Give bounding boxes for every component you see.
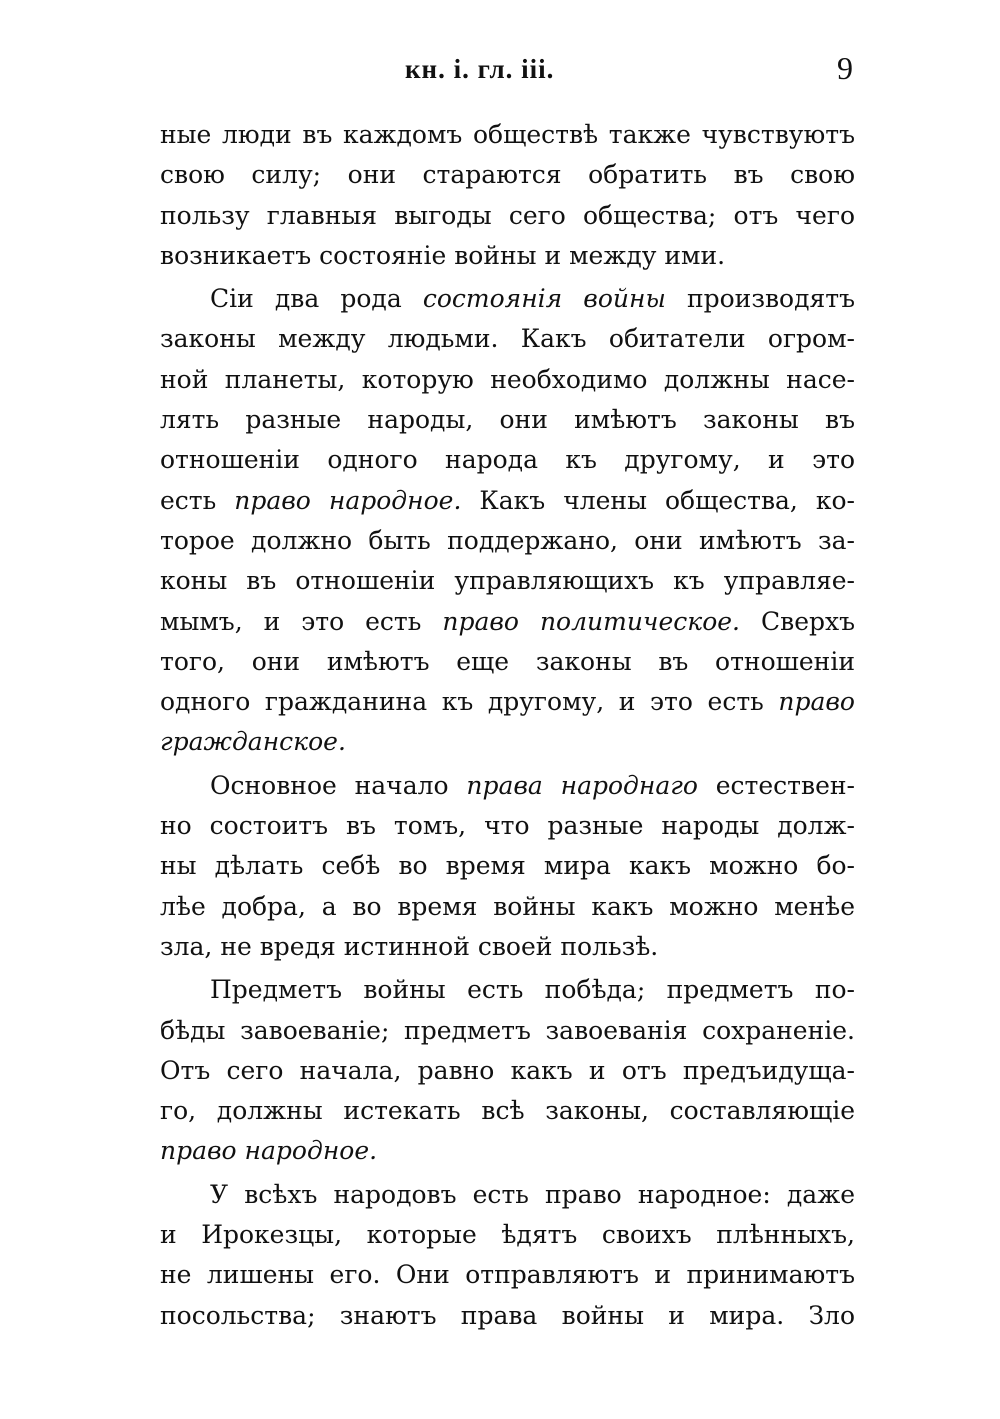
text-run: законы между людьми. Какъ обитатели огром- [160, 324, 855, 354]
text-run: Сверхъ [740, 606, 855, 636]
text-line [160, 806, 855, 846]
text-line [160, 360, 855, 400]
text-line [160, 1296, 855, 1336]
text-line [160, 440, 855, 480]
text-line [160, 1255, 855, 1295]
italic-term: право политическое. [442, 606, 741, 636]
text-run: Отъ сего начала, равно какъ и отъ предъидуща- [160, 1055, 855, 1085]
text-line [160, 766, 855, 806]
text-run: есть [160, 485, 235, 515]
text-line [160, 1175, 855, 1215]
text-line [160, 481, 855, 521]
paragraph [160, 766, 855, 967]
text-run: естествен- [697, 770, 855, 800]
italic-term: право народное. [160, 1136, 378, 1166]
italic-term: право [778, 687, 855, 717]
text-line [160, 1131, 855, 1171]
text-line [160, 970, 855, 1010]
text-run: Предметъ войны есть побѣда; предметъ по- [210, 975, 855, 1005]
text-run: Основное начало [210, 770, 467, 800]
italic-term: состоянія войны [422, 284, 666, 314]
page-number: 9 [837, 50, 853, 86]
text-run: лять разные народы, они имѣютъ законы въ [160, 405, 855, 435]
text-run: того, они имѣютъ еще законы въ отношенiи [160, 646, 855, 676]
text-line [160, 682, 855, 722]
text-run: Какъ члены общества, ко- [461, 485, 855, 515]
text-run: лѣе добра, а во время войны какъ можно менѣе [160, 891, 855, 921]
text-run: мымъ, и это есть [160, 606, 443, 636]
text-run: производятъ [665, 284, 855, 314]
text-run: но состоитъ въ томъ, что разные народы долж- [160, 811, 855, 841]
text-run: ны дѣлать себѣ во время мира какъ можно бо- [160, 851, 855, 881]
italic-term: право народное. [234, 485, 462, 515]
text-run: зла, не вредя истинной своей пользѣ. [160, 931, 659, 961]
text-line [160, 602, 855, 642]
text-run: и Ирокезцы, которые ѣдятъ своихъ плѣнныхъ, [160, 1220, 855, 1250]
text-line [160, 521, 855, 561]
text-run: отношенiи одного народа къ другому, и это [160, 445, 855, 475]
text-line [160, 115, 855, 155]
text-run: го, должны истекать всѣ законы, составляющiе [160, 1096, 855, 1126]
text-run: посольства; знаютъ права войны и мира. Зло [160, 1300, 855, 1330]
paragraph [160, 279, 855, 763]
text-line [160, 236, 855, 276]
text-line [160, 642, 855, 682]
text-run: ные люди въ каждомъ обществѣ также чувствуютъ [160, 120, 855, 149]
paragraph [160, 970, 855, 1171]
text-line [160, 722, 855, 762]
text-run: торое должно быть поддержано, они имѣютъ за- [160, 525, 855, 555]
text-line [160, 196, 855, 236]
running-title: кн. і. гл. ііі. [405, 54, 555, 84]
text-line [160, 846, 855, 886]
text-run: одного гражданина къ другому, и это есть [160, 687, 779, 717]
text-run: возникаетъ состоянiе войны и между ими. [160, 240, 726, 270]
text-run: Сiи два рода [210, 284, 423, 314]
running-head [160, 50, 855, 90]
text-run: бѣды завоеванiе; предметъ завоеванiя сохраненiе. [160, 1015, 855, 1045]
text-line [160, 279, 855, 319]
text-line [160, 400, 855, 440]
text-line [160, 1011, 855, 1051]
text-line [160, 319, 855, 359]
text-line [160, 561, 855, 601]
text-line [160, 927, 855, 967]
text-run: У всѣхъ народовъ есть право народное: даже [210, 1179, 855, 1209]
text-line [160, 1051, 855, 1091]
text-line [160, 1091, 855, 1131]
italic-term: гражданское. [160, 727, 346, 757]
text-run: ной планеты, которую необходимо должны насе- [160, 364, 855, 394]
paragraph [160, 115, 855, 276]
italic-term: права народнаго [466, 770, 698, 800]
text-line [160, 155, 855, 195]
text-run: коны въ отношенiи управляющихъ къ управляе- [160, 566, 855, 596]
paragraph [160, 1175, 855, 1336]
text-run: не лишены его. Они отправляютъ и принимаютъ [160, 1260, 855, 1290]
text-line [160, 1215, 855, 1255]
text-line [160, 887, 855, 927]
text-run: свою силу; они стараются обратить въ свою [160, 160, 855, 190]
body-text [160, 115, 855, 1336]
text-run: пользу главныя выгоды сего общества; отъ чего [160, 200, 855, 230]
